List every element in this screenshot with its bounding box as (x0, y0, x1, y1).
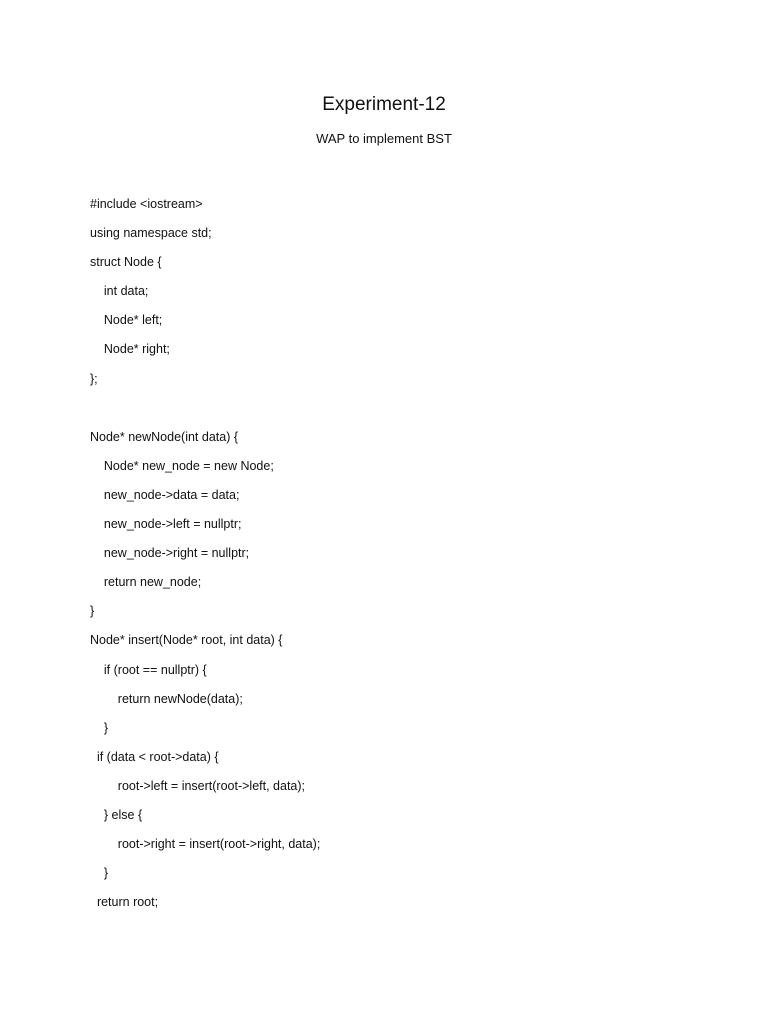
code-line: Node* newNode(int data) { (90, 429, 239, 444)
code-line: return new_node; (90, 575, 202, 590)
code-line: return newNode(data); (90, 691, 243, 706)
code-line: Node* new_node = new Node; (90, 458, 274, 473)
code-line: new_node->data = data; (90, 487, 240, 502)
code-line: if (root == nullptr) { (90, 662, 207, 677)
code-line: new_node->left = nullptr; (90, 517, 242, 532)
code-line: #include <iostream> (90, 197, 203, 211)
code-line: new_node->right = nullptr; (90, 546, 250, 561)
code-line: } (90, 866, 109, 881)
code-line: } (90, 720, 109, 735)
code-line: Node* right; (90, 342, 170, 357)
code-line: root->right = insert(root->right, data); (90, 837, 321, 852)
code-line: using namespace std; (90, 226, 212, 241)
code-line: if (data < root->data) { (90, 749, 219, 764)
code-line: Node* insert(Node* root, int data) { (90, 633, 283, 648)
code-line (90, 394, 690, 423)
code-line: return root; (90, 895, 159, 910)
code-block (90, 190, 690, 917)
code-line: int data; (90, 284, 149, 299)
code-line: } (90, 604, 95, 619)
page-title: Experiment-12 (322, 94, 446, 115)
code-line: struct Node { (90, 255, 162, 270)
code-line: }; (90, 371, 98, 386)
code-line: root->left = insert(root->left, data); (90, 778, 306, 793)
code-line: Node* left; (90, 313, 163, 328)
page-subtitle: WAP to implement BST (316, 131, 452, 146)
code-line: } else { (90, 807, 143, 822)
